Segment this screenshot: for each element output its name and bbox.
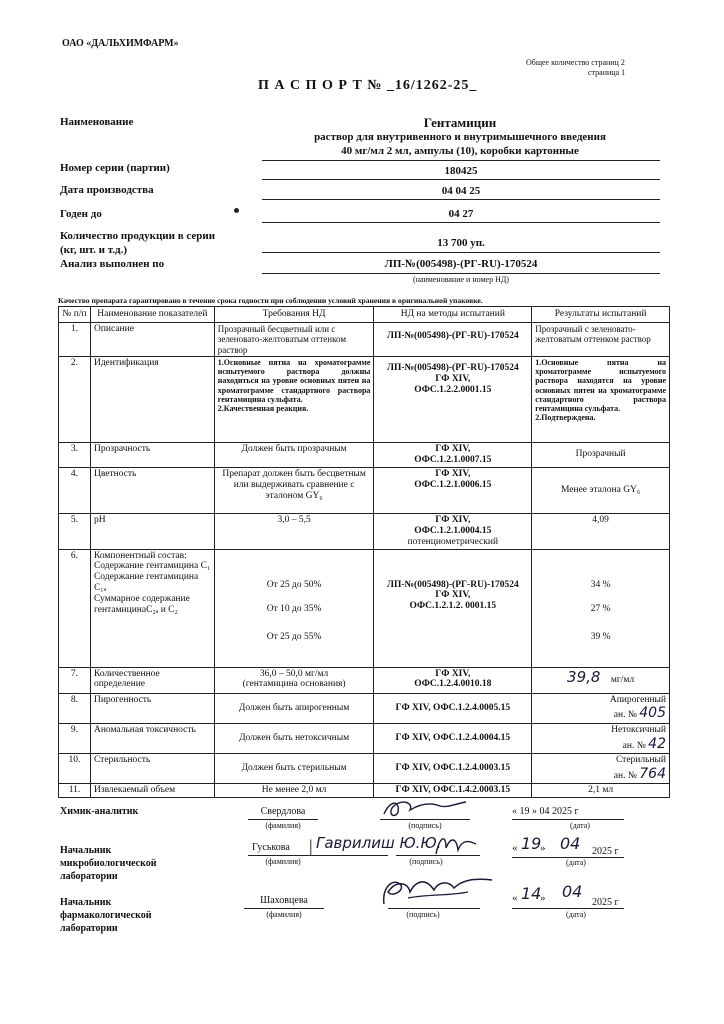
row-name: Цветность xyxy=(90,467,214,513)
table-row xyxy=(59,549,670,667)
row-method: ГФ XIV, ОФС.1.2.4.0004.15 xyxy=(374,723,532,753)
row-method-1: ГФ XIV, xyxy=(435,668,471,679)
row-method: ГФ XIV, ОФС.1.4.2.0003.15 xyxy=(374,783,532,797)
row-result-1: Стерильный xyxy=(615,754,666,765)
row-method: ГФ XIV, ОФС.1.2.4.0003.15 xyxy=(374,753,532,783)
row-number: 1. xyxy=(59,322,91,356)
pharm-label-3: лаборатории xyxy=(60,923,118,934)
row-result xyxy=(532,356,670,442)
page-title: П А С П О Р Т № _16/1262-25_ xyxy=(258,78,478,93)
row-result xyxy=(532,549,670,667)
pharm-signature xyxy=(378,874,496,910)
name-value-2: раствор для внутривенного и внутримышечного введения xyxy=(314,131,606,143)
row-requirement-1: 36,0 – 50,0 мг/мл xyxy=(259,668,329,679)
analysis-label: Анализ выполнен по xyxy=(60,258,165,270)
row-method-2: ОФС.1.2.4.0010.18 xyxy=(414,679,492,690)
row-name-main: Компонентный состав: xyxy=(93,550,187,561)
row-requirement xyxy=(214,356,374,442)
chemist-label: Химик-аналитик xyxy=(60,806,139,817)
row-requirement xyxy=(214,549,374,667)
row-name: pH xyxy=(90,513,214,549)
table-row xyxy=(59,322,670,356)
header-results: Результаты испытаний xyxy=(532,307,670,323)
micro-name-handwritten: Гаврилиш Ю.Ю. xyxy=(316,834,442,852)
row-method xyxy=(374,442,532,467)
chemist-signature-caption: (подпись) xyxy=(408,821,442,830)
handwritten-number: 405 xyxy=(639,705,666,722)
bullet-dot xyxy=(234,208,239,213)
micro-date-year: 2025 г xyxy=(592,846,619,857)
row-number: 11. xyxy=(59,783,91,797)
row-method-1: ГФ XIV, xyxy=(435,468,471,479)
chemist-date: « 19 » 04 2025 г xyxy=(512,806,579,817)
row-result: Прозрачный xyxy=(532,442,670,467)
row-result xyxy=(532,723,670,753)
expiry-label: Годен до xyxy=(60,208,102,220)
row-name: Извлекаемый объем xyxy=(90,783,214,797)
row-name: Пирогенность xyxy=(90,693,214,723)
row-method-2: ОФС.1.2.1.0007.15 xyxy=(414,454,492,465)
row-method-2: ОФС.1.2.1.0004.15 xyxy=(414,525,492,536)
pharm-date-open: « xyxy=(512,892,518,904)
row-number: 9. xyxy=(59,723,91,753)
table-row xyxy=(59,783,670,797)
row-result-3: 39 % xyxy=(590,631,611,642)
result-unit: мг/мл xyxy=(610,674,635,685)
table-row xyxy=(59,356,670,442)
row-requirement-1: От 25 до 50% xyxy=(266,579,322,590)
table-row xyxy=(59,723,670,753)
row-requirement xyxy=(214,667,374,693)
micro-surname-caption: (фамилия) xyxy=(265,857,301,866)
row-method: ЛП-№(005498)-(РГ-RU)-170524 xyxy=(374,322,532,356)
micro-date-open: « xyxy=(512,842,518,854)
row-result-1: Нетоксичный xyxy=(611,724,666,735)
table-row xyxy=(59,467,670,513)
row-name: Прозрачность xyxy=(90,442,214,467)
row-name-sub1: Содержание гентамицина C₁ xyxy=(93,561,211,572)
row-result-2: 2.Подтверждена. xyxy=(535,413,596,423)
row-requirement: Прозрачный бесцветный или с зеленовато-желтоватым оттенком раствор xyxy=(214,322,374,356)
micro-label-2: микробиологической xyxy=(60,858,157,869)
row-result-1: 1.Основные пятна на хроматограмме испытуемого раствора находятся на уровне основных пятен на хроматограмме стандартного раствора гентамицина сульфата. xyxy=(535,357,666,413)
pharm-label-2: фармакологической xyxy=(60,910,152,921)
row-number: 2. xyxy=(59,356,91,442)
chemist-date-caption: (дата) xyxy=(570,821,590,830)
table-header-row xyxy=(59,307,670,323)
row-result xyxy=(532,667,670,693)
results-table xyxy=(58,306,670,798)
table-row xyxy=(59,693,670,723)
quantity-value: 13 700 уп. xyxy=(437,237,485,249)
expiry-value: 04 27 xyxy=(448,208,474,220)
row-method xyxy=(374,667,532,693)
row-method-1: ГФ XIV, xyxy=(435,514,471,525)
row-result: Прозрачный с зеленовато-желтоватым оттенком раствор xyxy=(532,322,670,356)
micro-label-1: Начальник xyxy=(60,845,112,856)
page-current: страница 1 xyxy=(588,68,626,77)
micro-signature-caption: (подпись) xyxy=(409,857,443,866)
pharm-date-caption: (дата) xyxy=(566,910,586,919)
analysis-number-label: ан. № xyxy=(622,740,646,751)
chemist-surname-caption: (фамилия) xyxy=(265,821,301,830)
micro-label-3: лаборатории xyxy=(60,871,118,882)
row-requirement: Должен быть апирогенным xyxy=(214,693,374,723)
name-value-3: 40 мг/мл 2 мл, ампулы (10), коробки картонные xyxy=(341,145,579,157)
row-method xyxy=(374,467,532,513)
name-value-1: Гентамицин xyxy=(423,115,497,130)
micro-date-day: 19 xyxy=(521,834,542,853)
row-result-1: Апирогенный xyxy=(609,694,666,705)
row-name: Стерильность xyxy=(90,753,214,783)
row-number: 10. xyxy=(59,753,91,783)
separator-mark: | xyxy=(309,836,313,856)
row-number: 5. xyxy=(59,513,91,549)
batch-value: 180425 xyxy=(444,165,478,177)
quality-note: Качество препарата гарантировано в течение срока годности при соблюдении условий хранения в оригинальной упаковке. xyxy=(58,296,483,305)
pharm-date-year: 2025 г xyxy=(592,897,619,908)
row-number: 4. xyxy=(59,467,91,513)
pharm-signature-caption: (подпись) xyxy=(406,910,440,919)
row-method-2: ОФС.1.2.1.0006.15 xyxy=(414,479,492,490)
analysis-number-label: ан. № xyxy=(613,710,637,721)
row-requirement: Не менее 2,0 мл xyxy=(214,783,374,797)
row-name-sub3: Суммарное содержание гентамицинаC₂ₐ и C₂ xyxy=(93,594,190,616)
row-requirement: 3,0 – 5,5 xyxy=(214,513,374,549)
row-method-3: потенциометрический xyxy=(407,536,499,547)
handwritten-number: 42 xyxy=(648,735,666,752)
header-methods: НД на методы испытаний xyxy=(374,307,532,323)
manufacture-label: Дата производства xyxy=(60,184,154,196)
pharm-date-month: 04 xyxy=(562,882,583,901)
row-method-3: ОФС.1.2.2.0001.15 xyxy=(414,384,492,395)
row-name-sub2: Содержание гентамицина C₁ₐ xyxy=(93,572,199,594)
row-requirement-1: 1.Основные пятна на хроматограмме испытуемого раствора должны находиться на уровне основных пятен на хроматограмме стандартного раствора гентамицина сульфата. xyxy=(217,357,371,404)
table-row xyxy=(59,442,670,467)
row-result xyxy=(532,693,670,723)
row-method-1: ГФ XIV, xyxy=(435,443,471,454)
quantity-label-1: Количество продукции в серии xyxy=(60,230,216,242)
row-method xyxy=(374,356,532,442)
pharm-label-1: Начальник xyxy=(60,897,112,908)
row-method-3: ОФС.1.2.1.2. 0001.15 xyxy=(409,601,497,612)
row-requirement-2: От 10 до 35% xyxy=(266,603,322,614)
row-requirement: Должен быть стерильным xyxy=(214,753,374,783)
micro-date-close: » xyxy=(540,842,546,854)
row-requirement: Должен быть прозрачным xyxy=(214,442,374,467)
row-method-1: ЛП-№(005498)-(РГ-RU)-170524 xyxy=(386,362,519,373)
row-name: Аномальная токсичность xyxy=(90,723,214,753)
row-method-1: ЛП-№(005498)-(РГ-RU)-170524 xyxy=(386,579,519,590)
name-label: Наименование xyxy=(60,116,134,128)
micro-date-month: 04 xyxy=(560,834,581,853)
quantity-label-2: (кг, шт. и т.д.) xyxy=(60,244,128,256)
handwritten-result: 39,8 xyxy=(567,667,601,686)
row-requirement: Препарат должен быть бесцветным или выдерживать сравнение с эталоном GY₆ xyxy=(214,467,374,513)
chemist-name: Свердлова xyxy=(260,806,306,817)
micro-signature xyxy=(432,830,480,858)
row-result: 2,1 мл xyxy=(532,783,670,797)
row-result xyxy=(532,753,670,783)
header-requirements: Требования НД xyxy=(214,307,374,323)
manufacture-value: 04 04 25 xyxy=(441,185,481,197)
batch-label: Номер серии (партии) xyxy=(60,162,170,174)
row-method xyxy=(374,513,532,549)
table-row xyxy=(59,667,670,693)
header-number: № п/п xyxy=(59,307,91,323)
micro-date-caption: (дата) xyxy=(566,858,586,867)
row-name xyxy=(90,549,214,667)
row-name: Количественное определение xyxy=(90,667,214,693)
row-requirement-2: 2.Качественная реакция. xyxy=(217,403,309,413)
row-name: Идентификация xyxy=(90,356,214,442)
row-method: ГФ XIV, ОФС.1.2.4.0005.15 xyxy=(374,693,532,723)
row-requirement: Должен быть нетоксичным xyxy=(214,723,374,753)
table-row xyxy=(59,513,670,549)
analysis-number-label: ан. № xyxy=(613,770,637,781)
row-requirement-2: (гентамицина основания) xyxy=(242,679,346,690)
row-method-2: ГФ XIV, xyxy=(435,590,471,601)
row-method xyxy=(374,549,532,667)
row-method-2: ГФ XIV, xyxy=(435,373,471,384)
micro-name: Гуськова xyxy=(252,842,290,853)
header-name: Наименование показателей xyxy=(90,307,214,323)
row-requirement-3: От 25 до 55% xyxy=(266,631,322,642)
row-number: 8. xyxy=(59,693,91,723)
row-number: 6. xyxy=(59,549,91,667)
pharm-date-day: 14 xyxy=(521,884,542,903)
analysis-value: ЛП-№(005498)-(РГ-RU)-170524 xyxy=(384,258,538,270)
company-name: ОАО «ДАЛЬХИМФАРМ» xyxy=(62,38,179,49)
pharm-name: Шаховцева xyxy=(260,895,308,906)
pages-total: Общее количество страниц 2 xyxy=(526,58,625,67)
row-result-2: 27 % xyxy=(590,603,611,614)
pharm-date-close: » xyxy=(540,892,546,904)
row-result: Менее эталона GY₆ xyxy=(532,467,670,513)
table-row xyxy=(59,753,670,783)
row-result-1: 34 % xyxy=(590,579,611,590)
row-number: 7. xyxy=(59,667,91,693)
row-result: 4,09 xyxy=(532,513,670,549)
row-number: 3. xyxy=(59,442,91,467)
pharm-surname-caption: (фамилия) xyxy=(266,910,302,919)
row-name: Описание xyxy=(90,322,214,356)
handwritten-number: 764 xyxy=(639,765,666,782)
analysis-caption: (наименование и номер НД) xyxy=(413,275,509,284)
